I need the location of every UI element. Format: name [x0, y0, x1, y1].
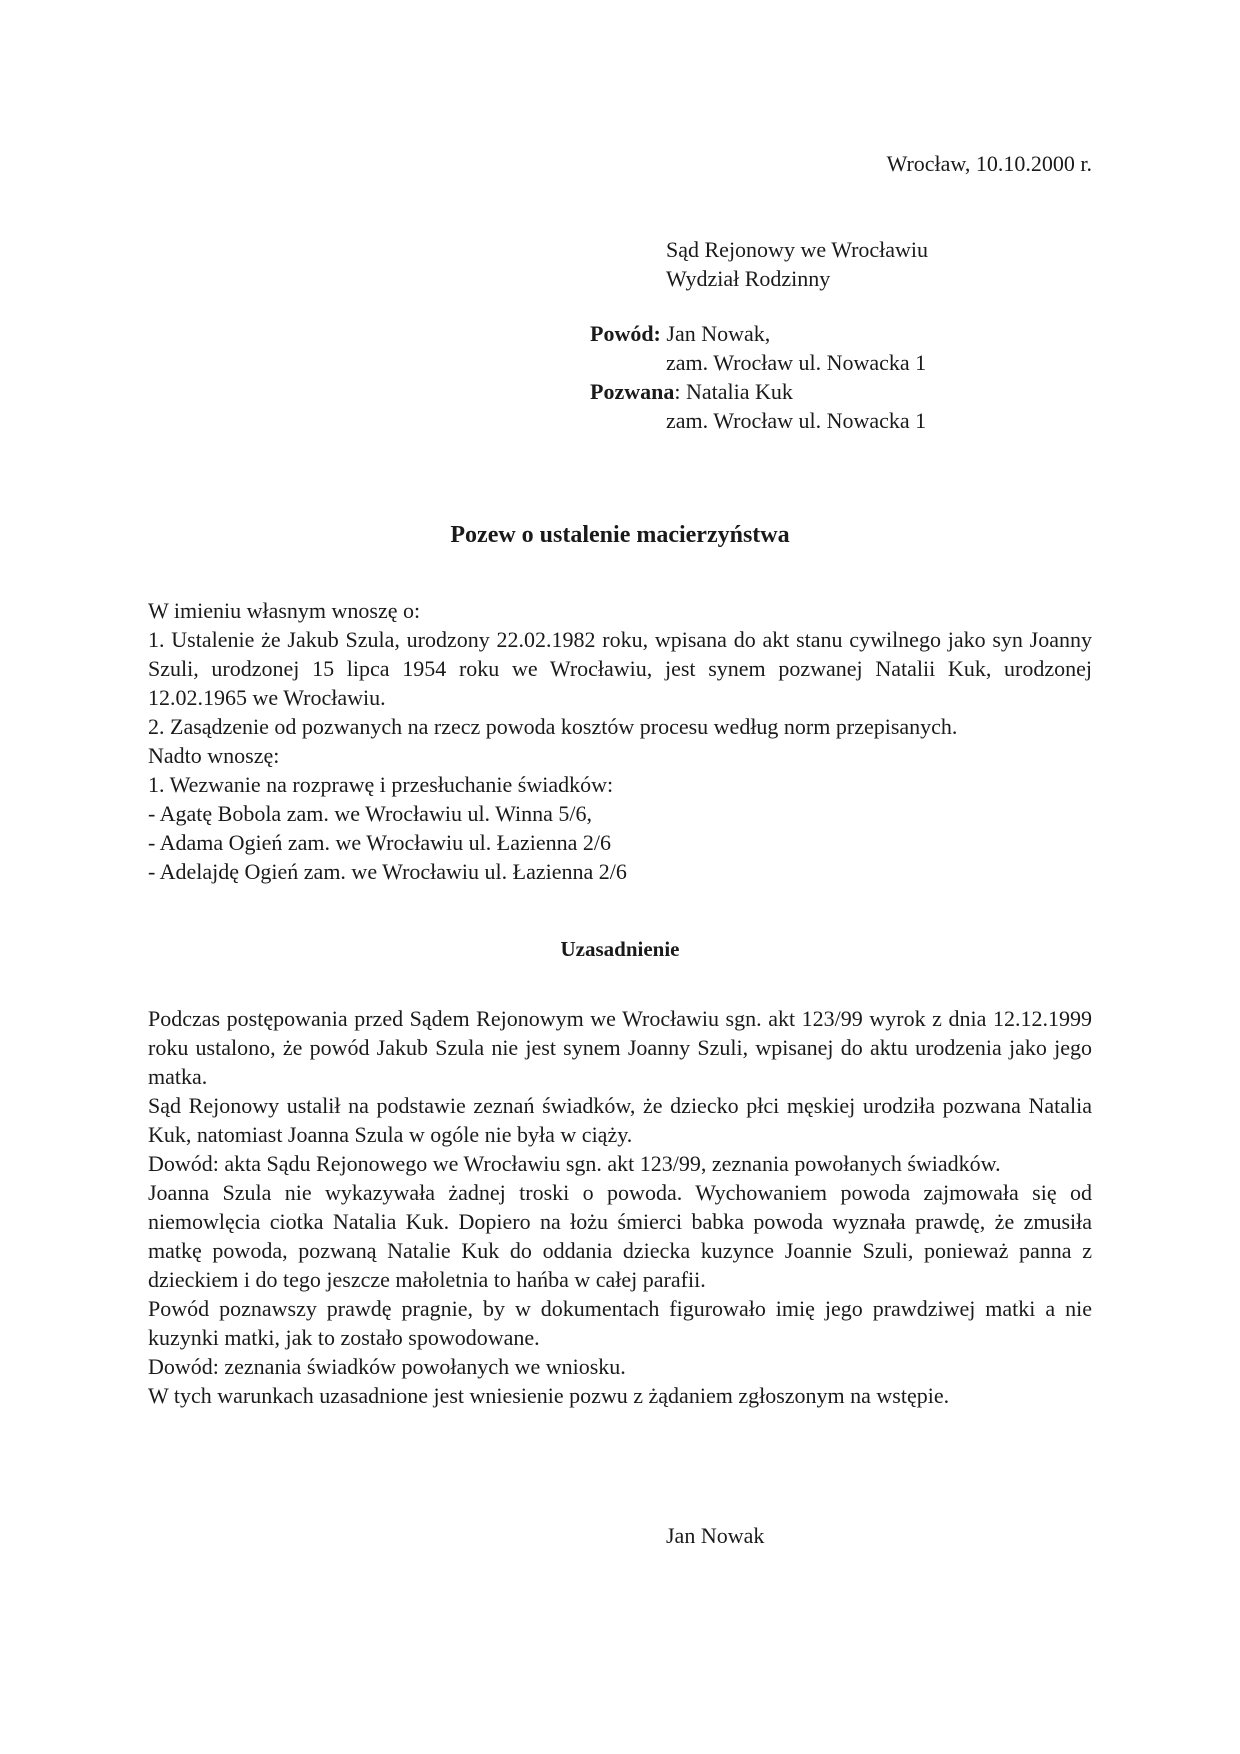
- witness-item: - Adama Ogień zam. we Wrocławiu ul. Łazienna 2/6: [148, 830, 611, 855]
- plaintiff-name: Jan Nowak,: [660, 321, 771, 346]
- defendant-label: Pozwana: [590, 379, 675, 404]
- parties-block: [590, 319, 926, 435]
- request-item-2: 2. Zasądzenie od pozwanych na rzecz powoda kosztów procesu według norm przepisanych.: [148, 714, 958, 739]
- requests-intro: W imieniu własnym wnoszę o:: [148, 598, 421, 623]
- additional-requests-intro: Nadto wnoszę:: [148, 743, 280, 768]
- plaintiff-row: [590, 319, 926, 348]
- addressee-block: [666, 235, 928, 293]
- defendant-row: [590, 377, 926, 406]
- place-date: Wrocław, 10.10.2000 r.: [886, 151, 1092, 176]
- witness-item: - Agatę Bobola zam. we Wrocławiu ul. Winna 5/6,: [148, 801, 593, 826]
- request-item-1: 1. Ustalenie że Jakub Szula, urodzony 22.02.1982 roku, wpisana do akt stanu cywilnego jako syn Joanny Szuli, urodzonej 15 lipca 1954 roku we Wrocławiu, jest synem pozwanej Natalii Kuk, urodzonej 12.02.1965 we Wrocławiu.: [148, 627, 1092, 710]
- document-title: Pozew o ustalenie macierzyństwa: [450, 522, 790, 548]
- plaintiff-label: Powód:: [590, 321, 661, 346]
- defendant-name: : Natalia Kuk: [674, 379, 793, 404]
- justification-paragraph: W tych warunkach uzasadnione jest wniesienie pozwu z żądaniem zgłoszonym na wstępie.: [148, 1383, 950, 1408]
- justification-paragraph: Sąd Rejonowy ustalił na podstawie zeznań świadków, że dziecko płci męskiej urodziła pozwana Natalia Kuk, natomiast Joanna Szula w ogóle nie była w ciąży.: [148, 1093, 1092, 1147]
- justification-paragraph: Powód poznawszy prawdę pragnie, by w dokumentach figurowało imię jego prawdziwej matki a nie kuzynki matki, jak to zostało spowodowane.: [148, 1296, 1092, 1350]
- justification-section: [148, 1004, 1092, 1410]
- requests-section: [148, 596, 1092, 886]
- justification-paragraph: Joanna Szula nie wykazywała żadnej troski o powoda. Wychowaniem powoda zajmowała się od niemowlęcia ciotka Natalia Kuk. Dopiero na łożu śmierci babka powoda wyznała prawdę, że zmusiła matkę powoda, pozwaną Natalie Kuk do oddania dziecka kuzyncе Joannie Szuli, ponieważ panna z dzieckiem i do tego jeszcze małoletnia to hańba w całej parafii.: [148, 1180, 1092, 1292]
- witness-summons: 1. Wezwanie na rozprawę i przesłuchanie świadków:: [148, 772, 614, 797]
- plaintiff-address: zam. Wrocław ul. Nowacka 1: [666, 350, 927, 375]
- court-department: Wydział Rodzinny: [666, 266, 831, 291]
- signature: Jan Nowak: [666, 1523, 765, 1548]
- justification-paragraph: Dowód: zeznania świadków powołanych we wniosku.: [148, 1354, 626, 1379]
- justification-paragraph: Dowód: akta Sądu Rejonowego we Wrocławiu sgn. akt 123/99, zeznania powołanych świadków.: [148, 1151, 1001, 1176]
- court-name: Sąd Rejonowy we Wrocławiu: [666, 237, 929, 262]
- justification-heading: Uzasadnienie: [560, 937, 680, 961]
- justification-paragraph: Podczas postępowania przed Sądem Rejonowym we Wrocławiu sgn. akt 123/99 wyrok z dnia 12.12.1999 roku ustalono, że powód Jakub Szula nie jest synem Joanny Szuli, wpisanej do aktu urodzenia jako jego matka.: [148, 1006, 1092, 1089]
- witness-item: - Adelajdę Ogień zam. we Wrocławiu ul. Łazienna 2/6: [148, 859, 627, 884]
- defendant-address: zam. Wrocław ul. Nowacka 1: [666, 408, 927, 433]
